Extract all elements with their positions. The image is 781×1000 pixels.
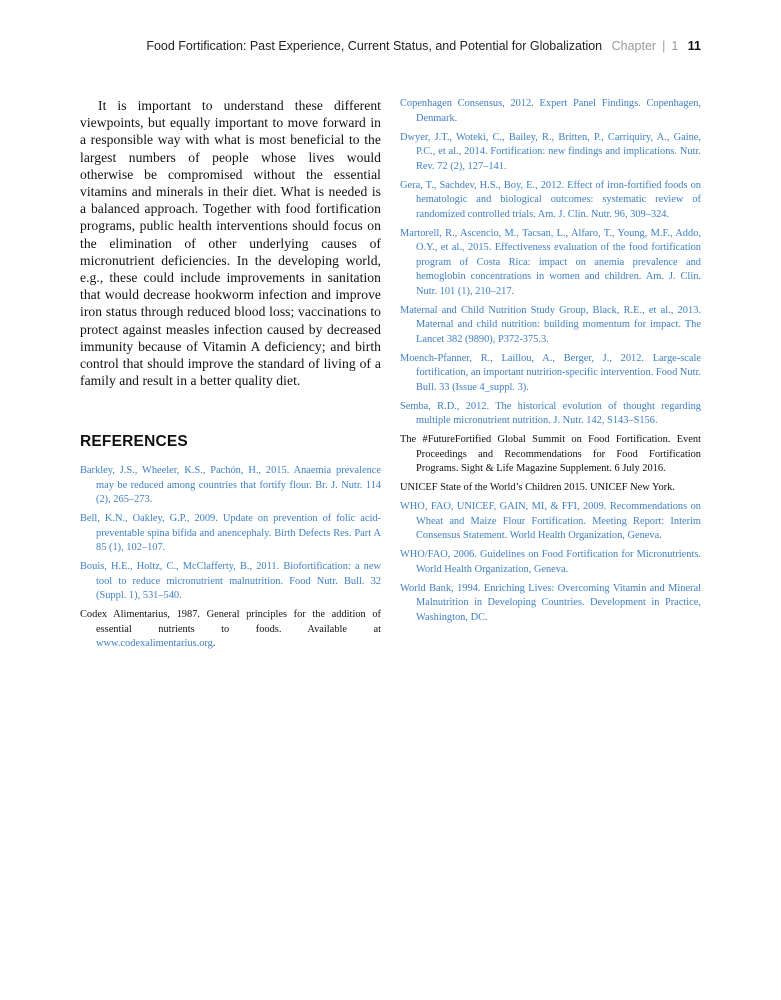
reference-item	[400, 548, 701, 577]
reference-text: Maternal and Child Nutrition Study Group, Black, R.E., et al., 2013. Maternal and child nutrition: building momentum for impact. The Lancet 382 (9890), P372-375.3.	[400, 304, 701, 345]
chapter-number: 1	[671, 39, 679, 53]
reference-item	[400, 481, 701, 496]
reference-item	[400, 131, 701, 175]
reference-text: WHO, FAO, UNICEF, GAIN, MI, & FFI, 2009. Recommendations on Wheat and Maize Flour Fortification. Meeting Report: Interim Consensus Statement. World Health Organization, Geneva.	[400, 501, 701, 541]
reference-text: Bouis, H.E., Holtz, C., McClafferty, B., 2011. Biofortification: a new tool to reduce micronutrient malnutrition. Food Nutr. Bull. 32 (Suppl. 1), 531–540.	[80, 561, 381, 602]
reference-item	[80, 608, 381, 652]
reference-item	[400, 304, 701, 348]
reference-item	[400, 433, 701, 477]
page-number: 11	[687, 39, 701, 53]
reference-text: Codex Alimentarius, 1987. General principles for the addition of essential nutrients to foods. Available at	[80, 609, 381, 635]
reference-item	[400, 500, 701, 544]
reference-text: Moench-Pfanner, R., Laillou, A., Berger, J., 2012. Large-scale fortification, an important nutrition-specific intervention. Food Nutr. Bull. 33 (Issue 4_suppl. 3).	[400, 352, 701, 393]
reference-text: Dwyer, J.T., Woteki, C., Bailey, R., Britten, P., Carriquiry, A., Gaine, P.C., et al., 2014. Fortification: new findings and implications. Nutr. Rev. 72 (2), 127–141.	[400, 131, 701, 172]
reference-text: The #FutureFortified Global Summit on Food Fortification. Event Proceedings and Recommendations for Food Fortification Programs. Sight & Life Magazine Supplement. 6 July 2016.	[400, 434, 701, 474]
reference-text: Bell, K.N., Oakley, G.P., 2009. Update on prevention of folic acid-preventable spina bifida and anencephaly. Birth Defects Res. Part A 85 (1), 102–107.	[80, 513, 381, 554]
reference-link[interactable]: www.codexalimentarius.org	[96, 638, 213, 650]
reference-item	[80, 560, 381, 604]
running-header	[80, 39, 701, 53]
reference-text: World Bank, 1994. Enriching Lives: Overcoming Vitamin and Mineral Malnutrition in Developing Countries. Development in Practice, Washington, DC.	[400, 582, 701, 623]
chapter-label: Chapter	[611, 39, 657, 53]
reference-suffix: .	[212, 638, 216, 650]
references-list-left	[80, 464, 381, 652]
reference-text: Gera, T., Sachdev, H.S., Boy, E., 2012. Effect of iron-fortified foods on hematologic and biological outcomes: systematic review of randomized controlled trials. Am. J. Clin. Nutr. 96, 309–324.	[400, 179, 701, 220]
reference-item	[400, 400, 701, 429]
reference-text: Semba, R.D., 2012. The historical evolution of thought regarding multiple micronutrient nutrition. J. Nutr. 142, S143–S156.	[400, 400, 701, 426]
body-paragraph: It is important to understand these different viewpoints, but equally important to move forward in a responsible way with what is most beneficial to the largest numbers of people whose lives would otherwise be compromised without the essential vitamins and minerals in their diet. What is needed is a balanced approach. Together with food fortification programs, public health interventions should focus on the elimination of other underlying causes of micronutrient deficiencies. In the developing world, e.g., these could include improvements in sanitation that would decrease hookworm infection and improve iron status through reduced blood loss; vaccinations to protect against measles infection caused by decreased immunity because of Vitamin A deficiency; and birth control that should improve the standard of living of a family and result in a better quality diet.	[80, 98, 381, 389]
reference-text: UNICEF State of the World’s Children 2015. UNICEF New York.	[400, 482, 675, 493]
reference-text: Copenhagen Consensus, 2012. Expert Panel Findings. Copenhagen, Denmark.	[400, 98, 701, 124]
references-heading: REFERENCES	[80, 433, 188, 451]
left-column	[80, 97, 381, 656]
reference-item	[80, 464, 381, 508]
header-separator: |	[662, 39, 666, 53]
reference-item	[400, 179, 701, 223]
references-list-right	[400, 97, 701, 625]
header-title: Food Fortification: Past Experience, Current Status, and Potential for Globalization	[146, 39, 603, 53]
reference-text: Martorell, R., Ascencio, M., Tacsan, L., Alfaro, T., Young, M.F., Addo, O.Y., et al., 2015. Effectiveness evaluation of the food fortification program of Costa Rica: impact on anemia prevalence and hemoglobin concentrations in women and children. Am. J. Clin. Nutr. 101 (1), 210–217.	[400, 227, 701, 297]
reference-item	[400, 352, 701, 396]
reference-text: Barkley, J.S., Wheeler, K.S., Pachón, H., 2015. Anaemia prevalence may be reduced among countries that fortify flour. Br. J. Nutr. 114 (2), 265–273.	[80, 465, 381, 506]
reference-text: WHO/FAO, 2006. Guidelines on Food Fortification for Micronutrients. World Health Organization, Geneva.	[400, 549, 701, 575]
reference-item	[80, 512, 381, 556]
reference-item	[400, 227, 701, 300]
reference-item	[400, 97, 701, 126]
reference-item	[400, 582, 701, 626]
right-column	[400, 97, 701, 630]
